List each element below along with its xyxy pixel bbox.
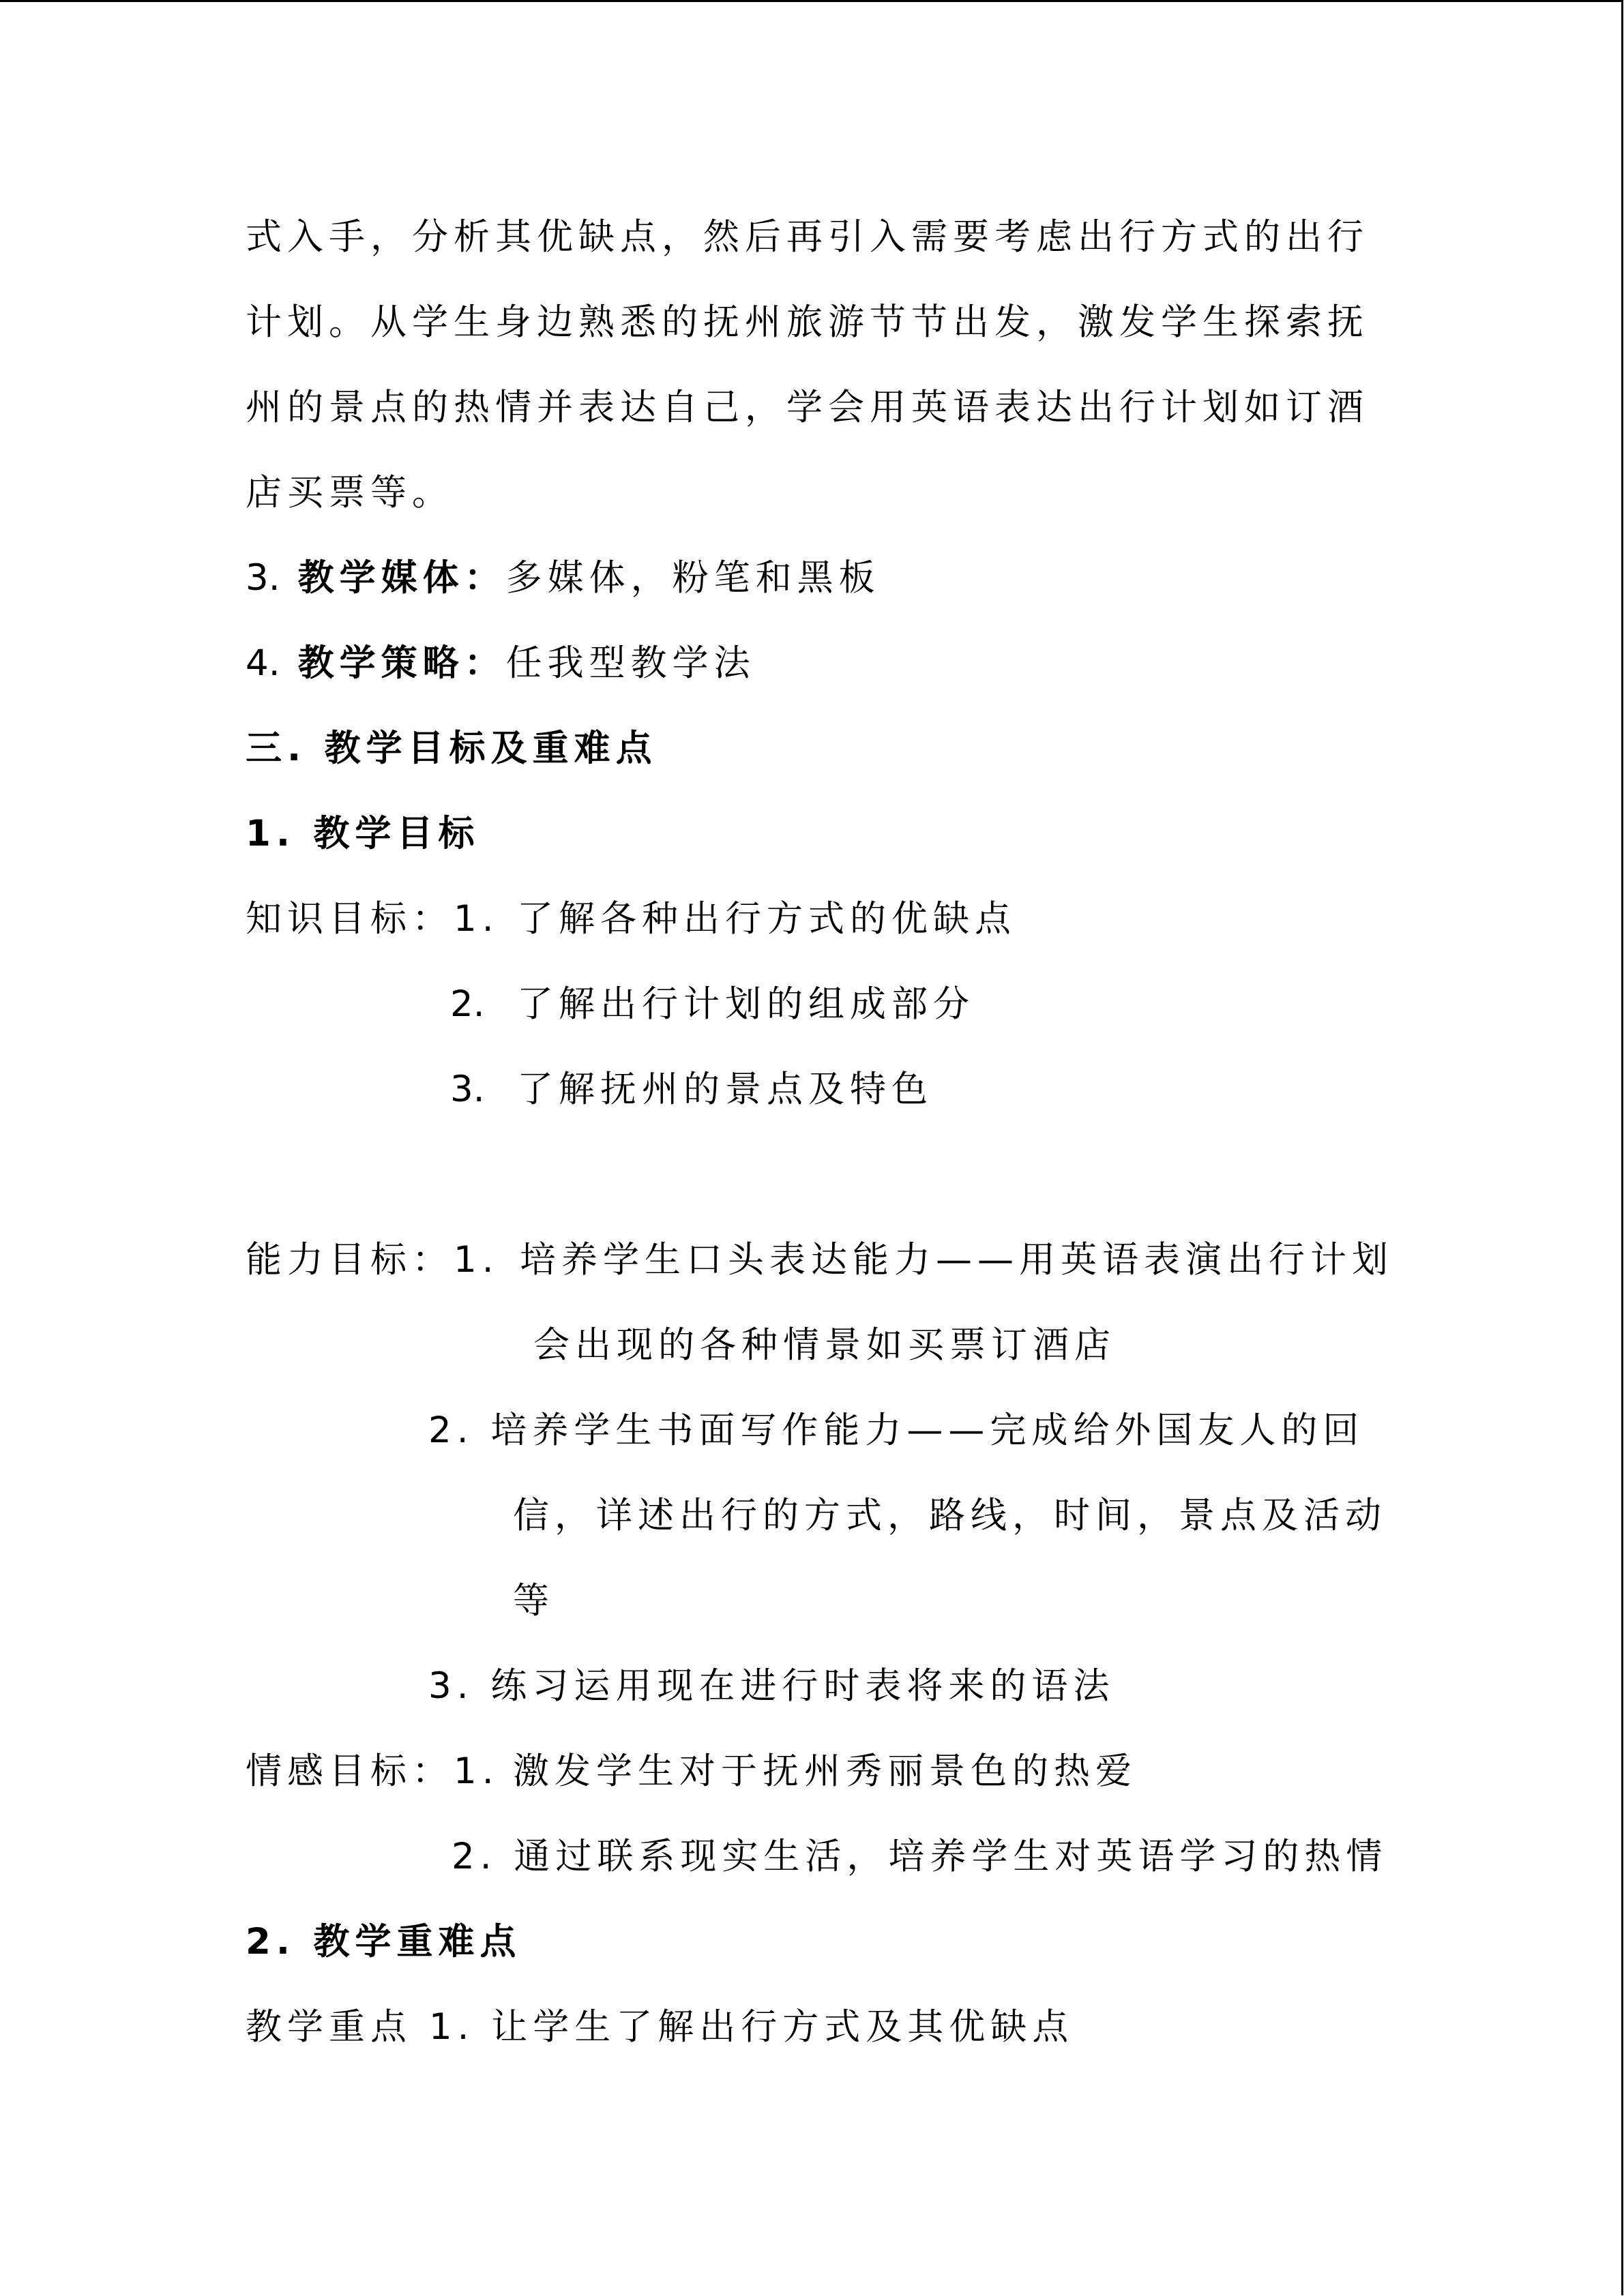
paragraph-line-2: 计划。从学生身边熟悉的抚州旅游节节出发，激发学生探索抚 (246, 301, 1369, 343)
ability-goal-item-1-cont: 会出现的各种情景如买票订酒店 (533, 1324, 1116, 1366)
knowledge-goal-item-3: 了解抚州的景点及特色 (517, 1069, 933, 1110)
emotion-goal-heading: 情感目标：1. (246, 1750, 499, 1792)
section-heading: 三. 教学目标及重难点 (246, 728, 658, 769)
ability-goal-item-2: 2. 培养学生书面写作能力——完成给外国友人的回 (428, 1410, 1365, 1451)
teaching-strategy-line (246, 642, 756, 685)
ability-goal-item-3: 3. 练习运用现在进行时表将来的语法 (428, 1665, 1115, 1707)
key-point-line: 教学重点 1. 让学生了解出行方式及其优缺点 (246, 2006, 1074, 2048)
list-number: 2. (450, 983, 485, 1025)
subsection-heading-key-points: 2. 教学重难点 (246, 1921, 522, 1963)
list-number: 3. (246, 557, 280, 599)
teaching-strategy-text: 任我型教学法 (505, 642, 756, 684)
ability-goal-item-2-cont: 信，详述出行的方式，路线，时间，景点及活动 (513, 1495, 1387, 1536)
paragraph-line-4: 店买票等。 (246, 472, 454, 513)
knowledge-goal-heading: 知识目标：1. (246, 898, 499, 940)
ability-goal-item-1: 培养学生口头表达能力——用英语表演出行计划 (520, 1239, 1393, 1281)
knowledge-goal-item-2: 了解出行计划的组成部分 (517, 983, 975, 1025)
teaching-media-label: 教学媒体： (297, 557, 506, 599)
teaching-media-text: 多媒体，粉笔和黑板 (505, 557, 881, 599)
teaching-strategy-label: 教学策略： (297, 642, 506, 684)
teaching-media-line (246, 556, 881, 600)
ability-goal-heading: 能力目标：1. (246, 1239, 499, 1281)
paragraph-line-1: 式入手，分析其优缺点，然后再引入需要考虑出行方式的出行 (246, 216, 1369, 258)
list-number: 3. (450, 1069, 485, 1110)
subsection-heading-objectives: 1. 教学目标 (246, 813, 480, 854)
emotion-goal-item-2: 2. 通过联系现实生活，培养学生对英语学习的热情 (452, 1836, 1388, 1877)
list-number: 4. (246, 642, 280, 684)
knowledge-goal-item-1: 了解各种出行方式的优缺点 (517, 898, 1016, 940)
paragraph-line-3: 州的景点的热情并表达自己，学会用英语表达出行计划如订酒 (246, 387, 1369, 428)
ability-goal-item-2-cont-2: 等 (513, 1580, 555, 1622)
emotion-goal-item-1: 激发学生对于抚州秀丽景色的热爱 (513, 1750, 1137, 1792)
